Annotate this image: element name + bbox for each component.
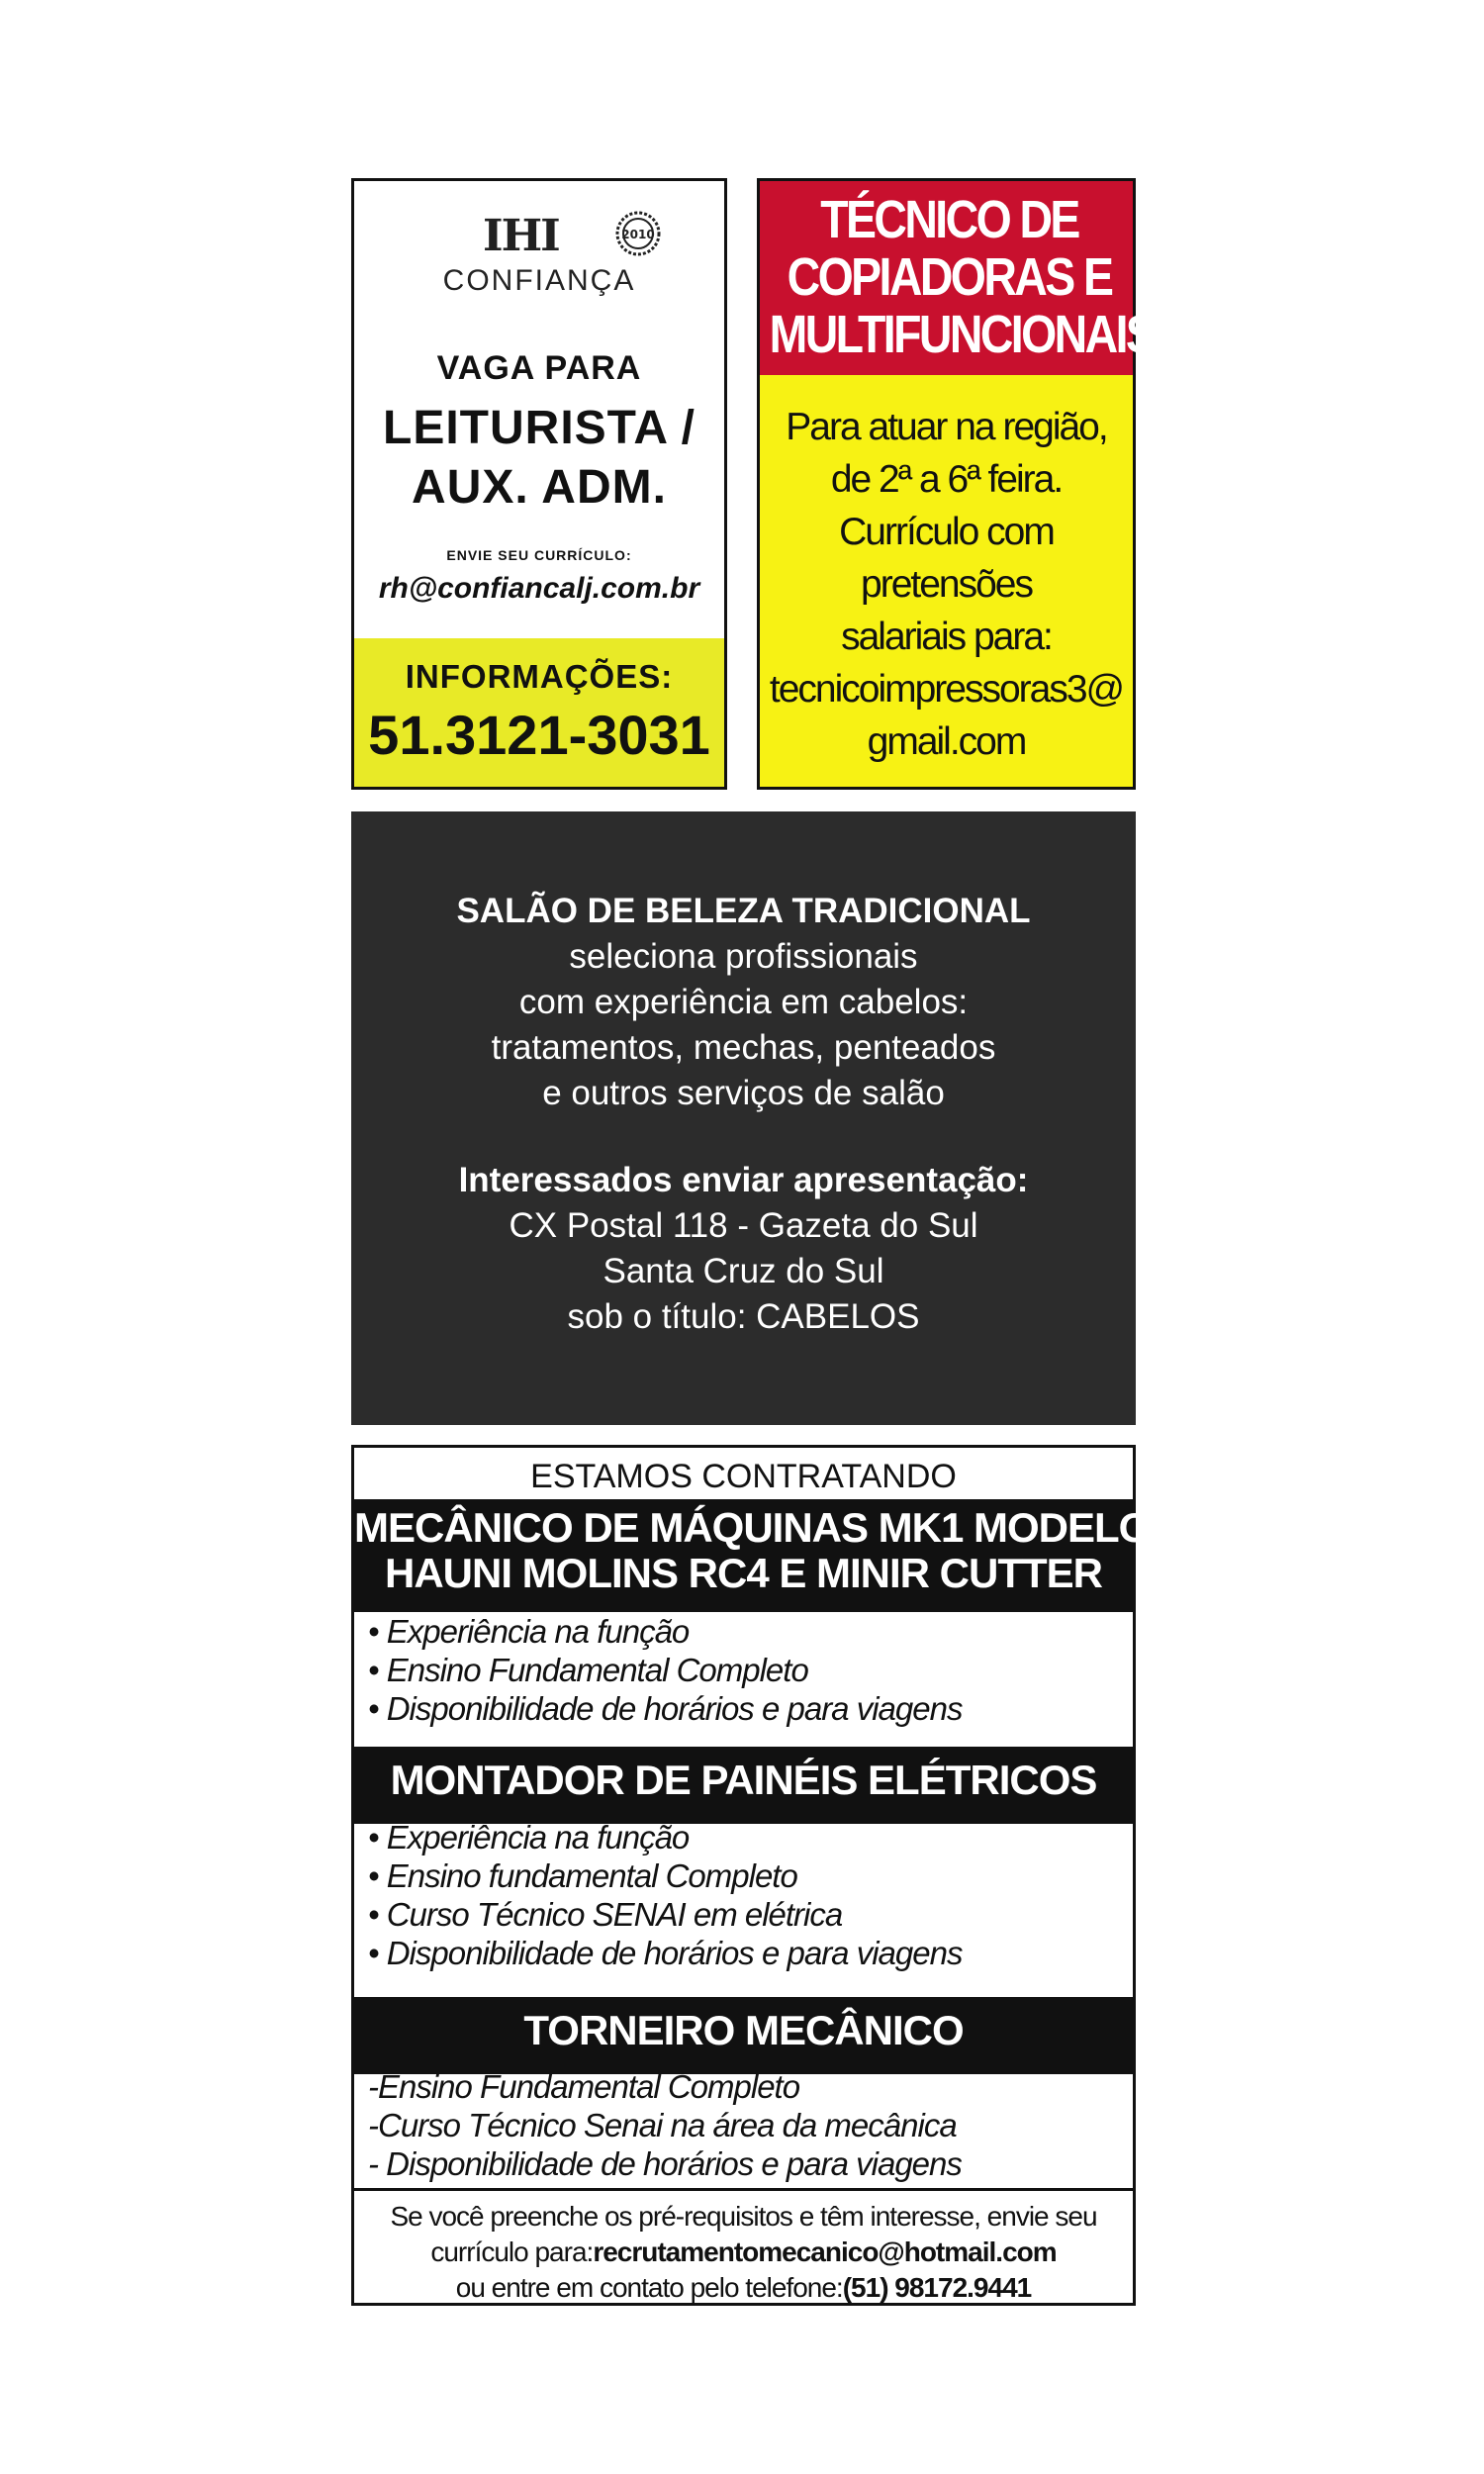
- salao-contact-line: sob o título: CABELOS: [567, 1297, 920, 1336]
- salao-contact-line: CX Postal 118 - Gazeta do Sul: [509, 1206, 978, 1245]
- tecnico-body-line: Currículo com: [839, 511, 1054, 553]
- tecnico-email-line[interactable]: gmail.com: [867, 720, 1026, 763]
- salao-contact: [351, 1158, 1136, 1340]
- salao-ad: [351, 811, 1136, 1425]
- vaga-title-line2: AUX. ADM.: [412, 461, 667, 514]
- footer-line3: [354, 2270, 1133, 2306]
- seal-year: 2010: [621, 228, 655, 241]
- job2-title: [354, 1747, 1133, 1824]
- salao-headline: SALÃO DE BELEZA TRADICIONAL: [456, 892, 1031, 930]
- logo-name: CONFIANÇA: [442, 264, 636, 297]
- job2-title-line: MONTADOR DE PAINÉIS ELÉTRICOS: [390, 1757, 1097, 1803]
- info-band: [354, 638, 724, 787]
- tecnico-header: [760, 181, 1155, 375]
- tecnico-ad: [757, 178, 1155, 790]
- seal-icon: [613, 209, 663, 258]
- vaga-title: [354, 399, 724, 518]
- job2-requirements: [368, 1818, 1120, 1972]
- footer-phone[interactable]: (51) 98172.9441: [842, 2272, 1032, 2303]
- requirement-item: • Ensino fundamental Completo: [368, 1857, 797, 1894]
- tecnico-title-line: TÉCNICO DE: [820, 190, 1078, 249]
- logo-mark: IHI: [483, 211, 559, 261]
- requirement-item: -Ensino Fundamental Completo: [368, 2068, 800, 2105]
- salao-contact-headline: Interessados enviar apresentação:: [458, 1161, 1029, 1199]
- salao-body-line: tratamentos, mechas, penteados: [491, 1028, 996, 1067]
- salao-intro: [351, 889, 1136, 1116]
- salao-body-line: e outros serviços de salão: [542, 1074, 945, 1112]
- requirement-item: • Experiência na função: [368, 1819, 690, 1856]
- mecanico-footer: [354, 2188, 1133, 2306]
- footer-email[interactable]: recrutamentomecanico@hotmail.com: [593, 2236, 1057, 2267]
- tecnico-body: [760, 401, 1133, 768]
- job1-title-line: MECÂNICO DE MÁQUINAS MK1 MODELOS: [354, 1504, 1177, 1551]
- vaga-title-line1: LEITURISTA /: [383, 402, 696, 454]
- info-phone[interactable]: 51.3121-3031: [368, 704, 710, 766]
- salao-contact-line: Santa Cruz do Sul: [603, 1252, 884, 1290]
- job1-title: [354, 1499, 1177, 1612]
- mecanico-ad: [351, 1445, 1177, 2306]
- tecnico-body-line: salariais para:: [841, 616, 1052, 658]
- requirement-item: -Curso Técnico Senai na área da mecânica: [368, 2107, 957, 2143]
- job3-title: [354, 1997, 1133, 2074]
- requirement-item: • Ensino Fundamental Completo: [368, 1652, 808, 1688]
- info-label: INFORMAÇÕES:: [405, 658, 674, 695]
- job1-requirements: [368, 1612, 1120, 1728]
- tecnico-title-line: MULTIFUNCIONAIS: [769, 305, 1155, 364]
- requirement-item: • Curso Técnico SENAI em elétrica: [368, 1896, 843, 1933]
- footer-line2-prefix: currículo para:: [430, 2236, 594, 2267]
- footer-line1: Se você preenche os pré-requisitos e têm interesse, envie seu: [390, 2201, 1097, 2232]
- tecnico-body-line: de 2ª a 6ª feira.: [830, 458, 1063, 501]
- vaga-intro: VAGA PARA: [436, 349, 642, 387]
- tecnico-email-line[interactable]: tecnicoimpressoras3@: [769, 668, 1124, 711]
- footer-line2: [354, 2235, 1133, 2270]
- tecnico-title-line: COPIADORAS E: [787, 247, 1112, 307]
- requirement-item: • Experiência na função: [368, 1613, 690, 1650]
- job3-title-line: TORNEIRO MECÂNICO: [523, 2007, 964, 2053]
- confianca-email[interactable]: rh@confiancalj.com.br: [378, 572, 700, 605]
- footer-line3-prefix: ou entre em contato pelo telefone:: [455, 2272, 843, 2303]
- job3-requirements: [368, 2067, 1120, 2183]
- requirement-item: • Disponibilidade de horários e para viagens: [368, 1935, 963, 1971]
- job1-title-line: HAUNI MOLINS RC4 E MINIR CUTTER: [385, 1550, 1102, 1596]
- tecnico-body-line: pretensões: [861, 563, 1032, 606]
- confianca-ad: [351, 178, 727, 790]
- requirement-item: - Disponibilidade de horários e para viagens: [368, 2145, 962, 2182]
- tecnico-body-line: Para atuar na região,: [786, 406, 1107, 448]
- confianca-logo: [354, 209, 724, 297]
- requirement-item: • Disponibilidade de horários e para viagens: [368, 1690, 963, 1727]
- salao-body-line: com experiência em cabelos:: [518, 983, 969, 1021]
- estamos-contratando: ESTAMOS CONTRATANDO: [530, 1458, 957, 1495]
- envie-label: ENVIE SEU CURRÍCULO:: [446, 547, 632, 563]
- salao-body-line: seleciona profissionais: [569, 937, 918, 976]
